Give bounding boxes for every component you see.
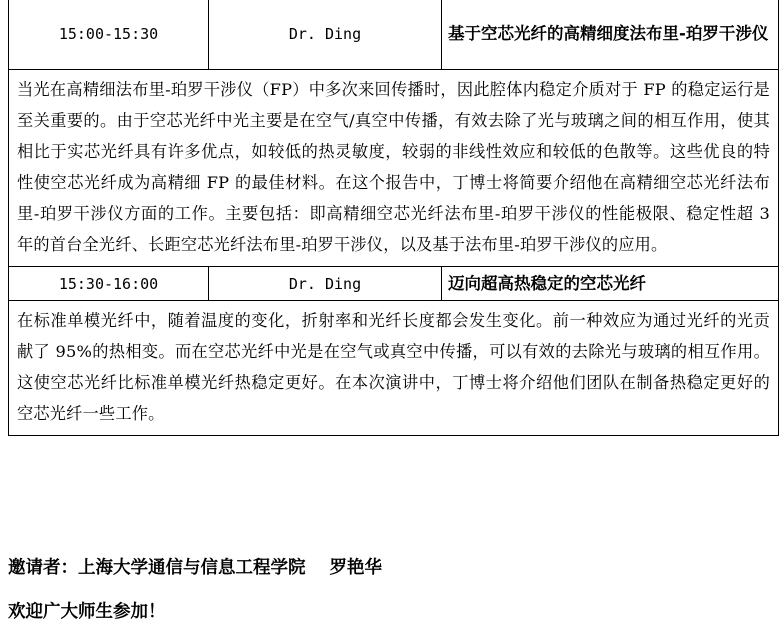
session-time: 15:00-15:30	[9, 0, 209, 70]
inviter-name: 罗艳华	[329, 558, 382, 578]
session-title: 基于空芯光纤的高精细度法布里-珀罗干涉仪	[442, 0, 779, 70]
session-abstract-row-1	[9, 70, 779, 267]
schedule-table	[8, 0, 779, 436]
session-speaker: Dr. Ding	[209, 267, 442, 301]
session-title: 迈向超高热稳定的空芯光纤	[442, 267, 779, 301]
session-row-2	[9, 267, 779, 301]
session-abstract-row-2	[9, 301, 779, 436]
session-speaker: Dr. Ding	[209, 0, 442, 70]
session-abstract: 在标准单模光纤中，随着温度的变化，折射率和光纤长度都会发生变化。前一种效应为通过光纤的光贡献了 95%的热相变。而在空芯光纤中光是在空气或真空中传播，可以有效的去除光与玻璃的相互作用。这使空芯光纤比标准单模光纤热稳定更好。在本次演讲中，丁博士将介绍他们团队在制备热稳定更好的空芯光纤一些工作。	[9, 301, 779, 436]
session-time: 15:30-16:00	[9, 267, 209, 301]
inviter-label: 邀请者：上海大学通信与信息工程学院	[8, 558, 306, 578]
inviter-line	[8, 554, 382, 579]
session-row-1	[9, 0, 779, 70]
welcome-line: 欢迎广大师生参加！	[8, 602, 166, 622]
session-abstract: 当光在高精细法布里-珀罗干涉仪（FP）中多次来回传播时，因此腔体内稳定介质对于 FP 的稳定运行是至关重要的。由于空芯光纤中光主要是在空气/真空中传播，有效去除了光与玻璃之间的相互作用，使其相比于实芯光纤具有许多优点，如较低的热灵敏度，较弱的非线性效应和较低的色散等。这些优良的特性使空芯光纤成为高精细 FP 的最佳材料。在这个报告中，丁博士将简要介绍他在高精细空芯光纤法布里-珀罗干涉仪方面的工作。主要包括：即高精细空芯光纤法布里-珀罗干涉仪的性能极限、稳定性超 3 年的首台全光纤、长距空芯光纤法布里-珀罗干涉仪，以及基于法布里-珀罗干涉仪的应用。	[9, 70, 779, 267]
